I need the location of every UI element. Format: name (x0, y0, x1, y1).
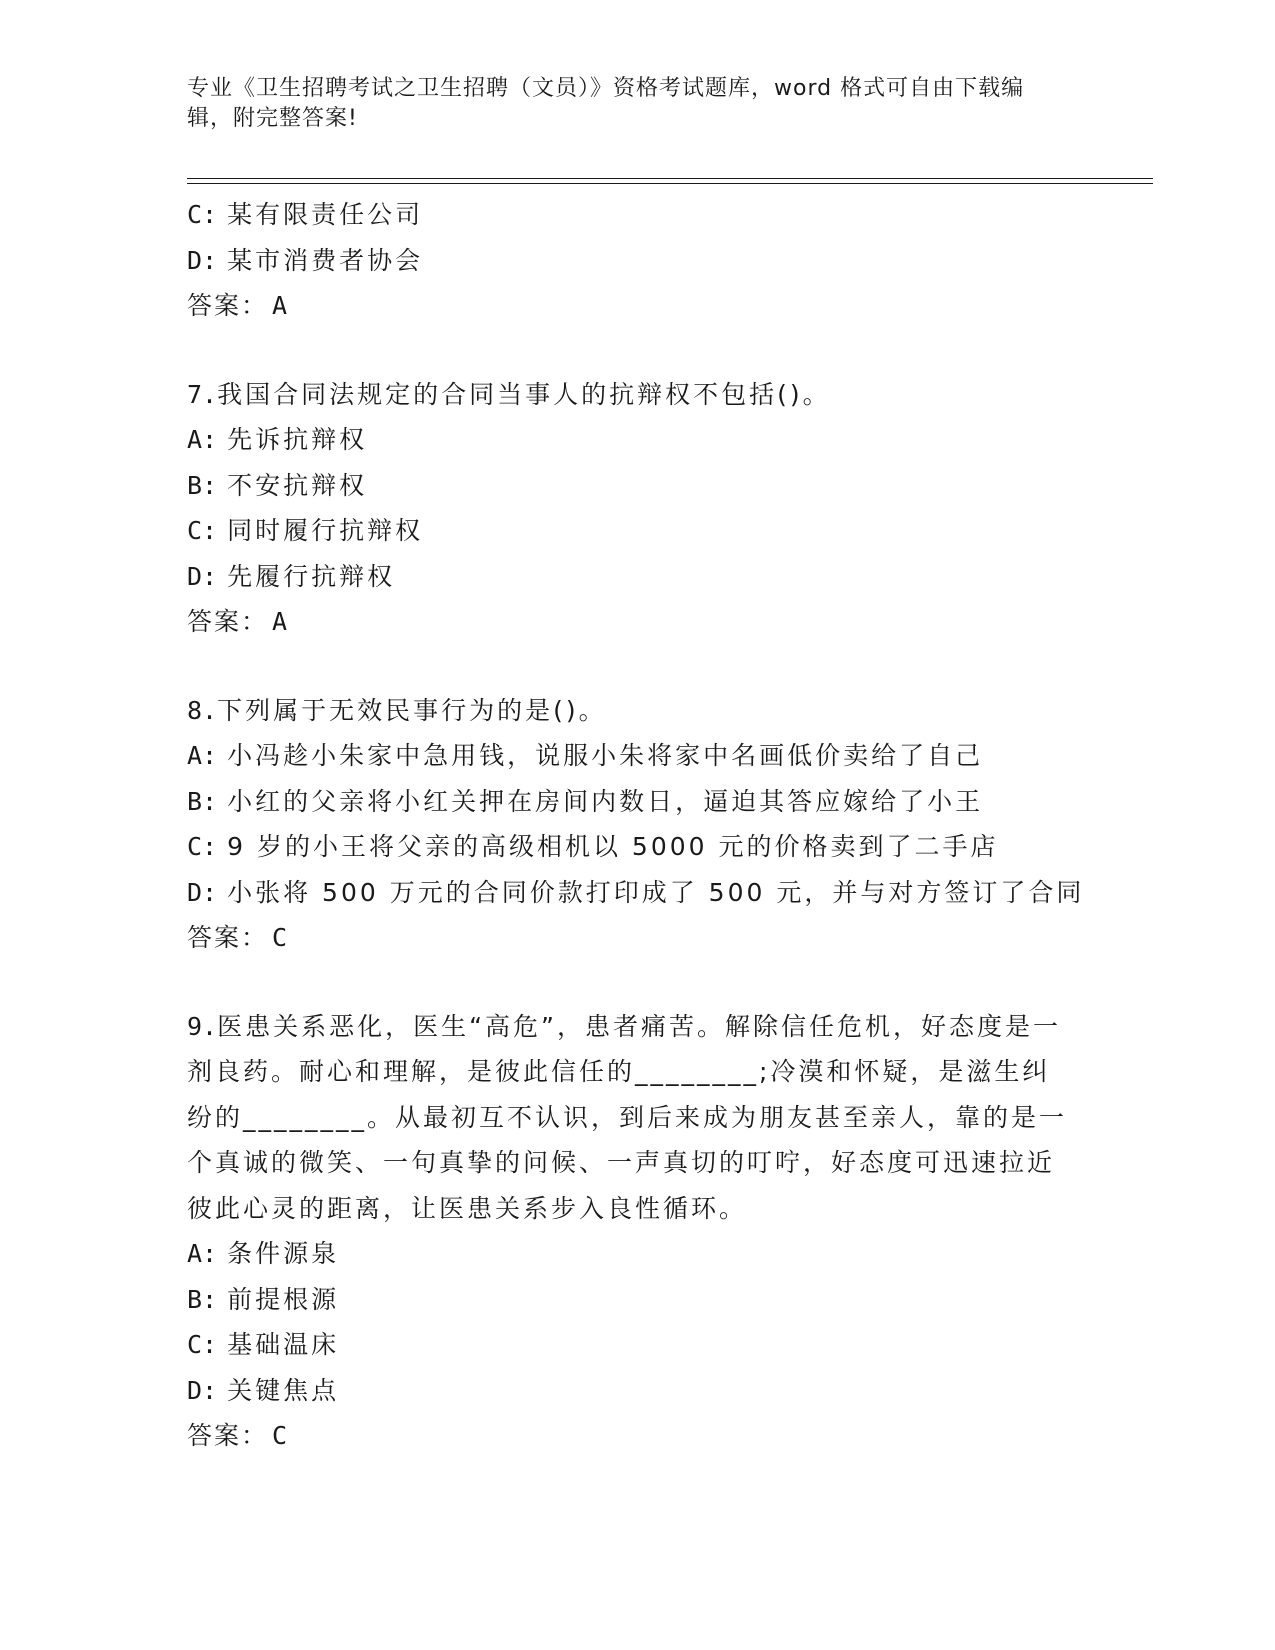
option-a (187, 1231, 1087, 1277)
question-text: 医患关系恶化，医生“高危”，患者痛苦。解除信任危机，好态度是一剂良药。耐心和理解，是彼此信任的________;冷漠和怀疑，是滋生纠纷的________。从最初互不认识，到后来成为朋友甚至亲人，靠的是一个真诚的微笑、一句真挚的问候、一声真切的叮咛，好态度可迅速拉近彼此心灵的距离，让医患关系步入良性循环。 (187, 1011, 1068, 1223)
option-key: D: (187, 877, 218, 907)
option-key: C: (187, 516, 218, 545)
prev-question-block (187, 192, 1087, 329)
question-number: 9. (187, 1011, 218, 1041)
option-d (187, 554, 1087, 600)
document-header: 专业《卫生招聘考试之卫生招聘（文员）》资格考试题库，word 格式可自由下载编辑，附完整答案! (187, 76, 1025, 131)
option-text: 先履行抗辩权 (227, 561, 396, 591)
question-stem (187, 372, 1067, 418)
option-key: B: (187, 1284, 218, 1314)
option-key: A: (187, 1239, 218, 1268)
option-text: 基础温床 (227, 1330, 340, 1359)
answer-value: A (272, 607, 290, 636)
option-b (187, 1277, 1087, 1323)
question-text: 下列属于无效民事行为的是()。 (217, 695, 607, 725)
question-7 (187, 372, 1087, 645)
option-text: 小红的父亲将小红关押在房间内数日，逼迫其答应嫁给了小王 (227, 786, 984, 816)
answer-line (187, 599, 1087, 645)
option-key: D: (187, 1375, 218, 1405)
question-8 (187, 688, 1087, 961)
question-stem (187, 688, 1067, 734)
question-stem (187, 1004, 1067, 1232)
answer-value: C (272, 923, 290, 952)
option-text: 某市消费者协会 (227, 245, 424, 275)
question-number: 7. (187, 379, 218, 409)
header-rule-top (187, 178, 1153, 179)
option-text: 关键焦点 (227, 1375, 340, 1405)
answer-value: A (272, 291, 290, 320)
option-key: A: (187, 425, 218, 454)
option-key: D: (187, 561, 218, 591)
option-text: 小张将 500 万元的合同价款打印成了 500 元，并与对方签订了合同 (227, 877, 1085, 907)
answer-label: 答案： (187, 291, 269, 320)
option-text: 先诉抗辩权 (227, 425, 368, 454)
option-text: 某有限责任公司 (227, 200, 424, 229)
option-b (187, 779, 1087, 825)
option-c (187, 1322, 1087, 1368)
option-key: C: (187, 1330, 218, 1359)
option-text: 9 岁的小王将父亲的高级相机以 5000 元的价格卖到了二手店 (227, 832, 999, 861)
option-text: 前提根源 (227, 1284, 340, 1314)
option-a (187, 417, 1087, 463)
answer-line (187, 283, 1087, 329)
option-c (187, 824, 1087, 870)
option-key: C: (187, 832, 218, 861)
answer-label: 答案： (187, 923, 269, 952)
option-b (187, 463, 1087, 509)
question-9 (187, 1004, 1087, 1459)
option-d (187, 238, 1087, 284)
option-text: 条件源泉 (227, 1239, 340, 1268)
option-text: 同时履行抗辩权 (227, 516, 424, 545)
option-key: C: (187, 200, 218, 229)
answer-label: 答案： (187, 1421, 269, 1450)
question-text: 我国合同法规定的合同当事人的抗辩权不包括()。 (217, 379, 831, 409)
option-d (187, 1368, 1087, 1414)
option-a (187, 733, 1087, 779)
option-key: B: (187, 470, 218, 500)
option-key: A: (187, 741, 218, 770)
answer-label: 答案： (187, 607, 269, 636)
option-d (187, 870, 1087, 916)
question-content (187, 192, 1087, 1459)
header-rule-bottom (187, 183, 1153, 184)
option-c (187, 192, 1087, 238)
option-text: 小冯趁小朱家中急用钱，说服小朱将家中名画低价卖给了自己 (227, 741, 984, 770)
answer-line (187, 915, 1087, 961)
option-text: 不安抗辩权 (227, 470, 368, 500)
question-number: 8. (187, 695, 218, 725)
option-key: B: (187, 786, 218, 816)
option-c (187, 508, 1087, 554)
answer-line (187, 1413, 1087, 1459)
answer-value: C (272, 1421, 290, 1450)
option-key: D: (187, 245, 218, 275)
